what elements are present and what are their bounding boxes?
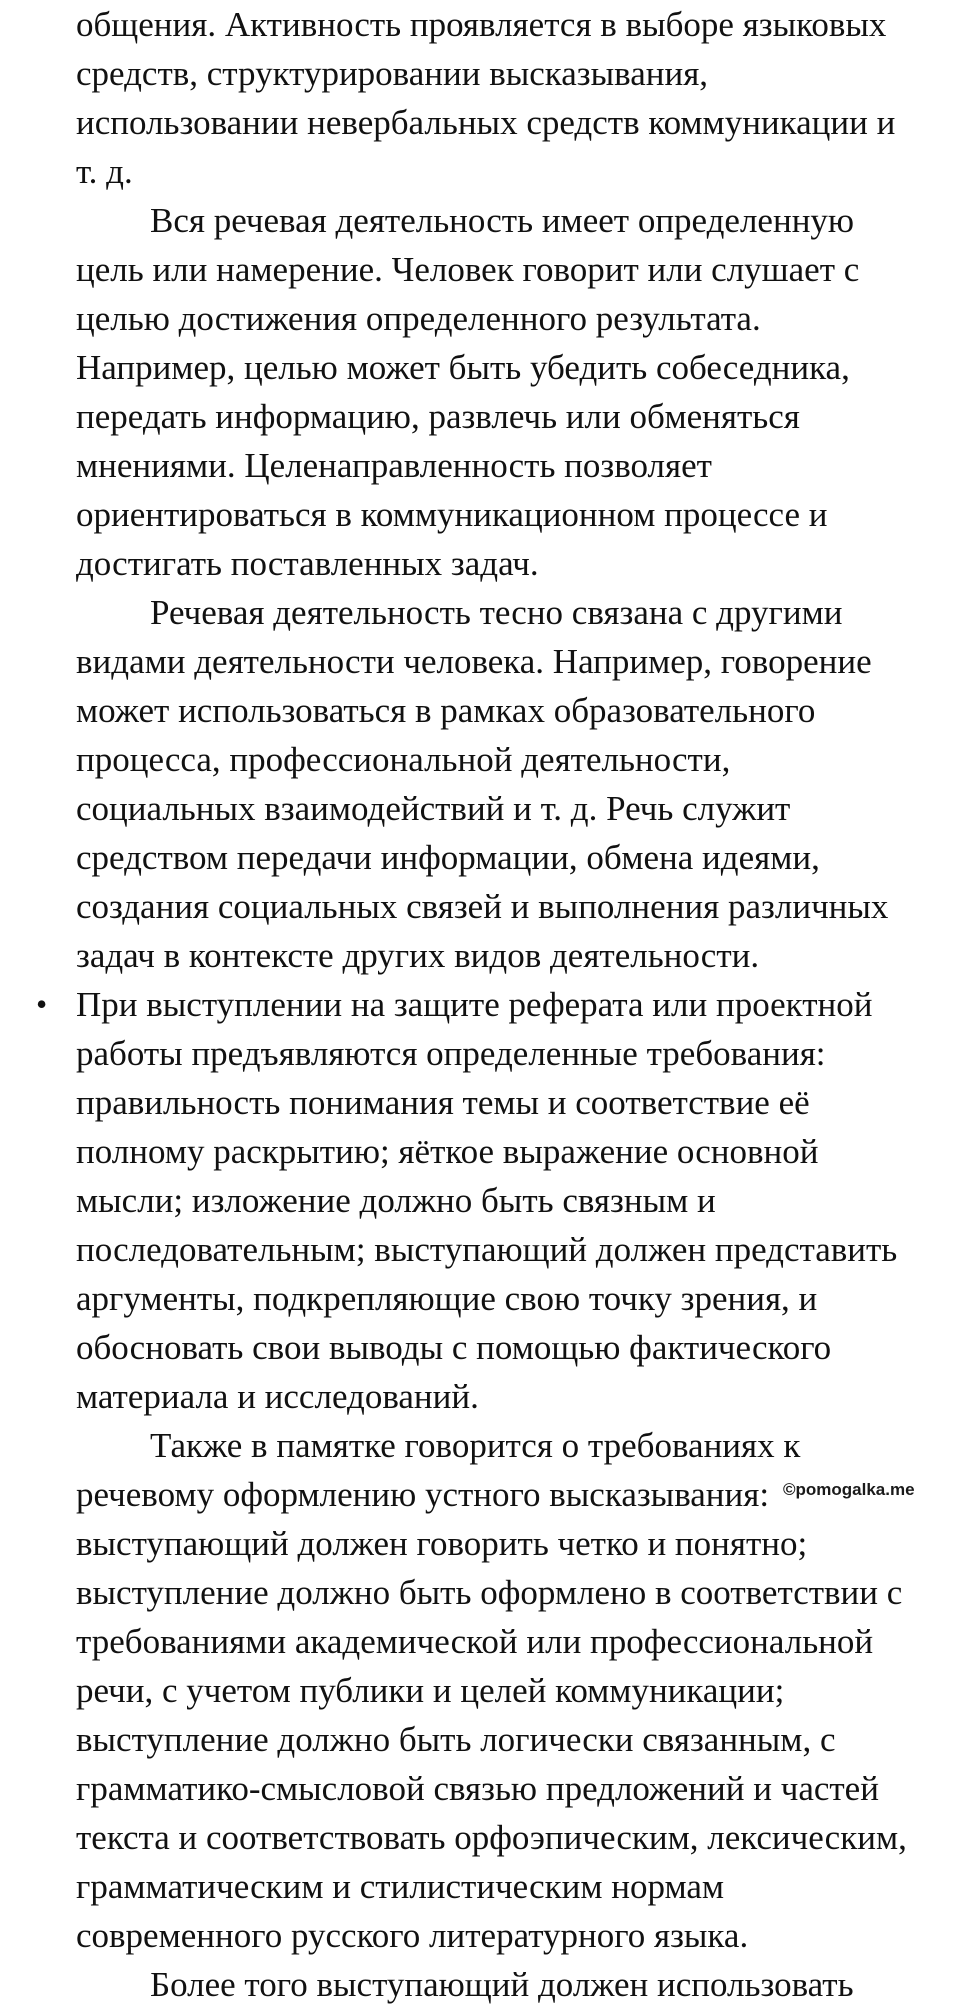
text-line: процесса, профессиональной деятельности, <box>76 740 731 779</box>
text-line: современного русского литературного языка. <box>76 1916 749 1955</box>
paragraph-first-line: Речевая деятельность тесно связана с другими <box>150 593 843 632</box>
text-line: ориентироваться в коммуникационном процессе и <box>76 495 828 534</box>
text-line: социальных взаимодействий и т. д. Речь служит <box>76 789 791 828</box>
text-line: средством передачи информации, обмена идеями, <box>76 838 820 877</box>
paragraph-first-line: Также в памятке говорится о требованиях к <box>150 1426 801 1465</box>
text-line: грамматическим и стилистическим нормам <box>76 1867 725 1906</box>
text-line: грамматико-смысловой связью предложений и частей <box>76 1769 879 1808</box>
text-line: целью достижения определенного результата. <box>76 299 761 338</box>
text-line: мысли; изложение должно быть связным и <box>76 1181 716 1220</box>
text-line: может использоваться в рамках образовательного <box>76 691 816 730</box>
text-line: передать информацию, развлечь или обменяться <box>76 397 800 436</box>
text-line: обосновать свои выводы с помощью фактического <box>76 1328 832 1367</box>
text-line: текста и соответствовать орфоэпическим, лексическим, <box>76 1818 907 1857</box>
text-line: требованиями академической или профессиональной <box>76 1622 874 1661</box>
text-line: использовании невербальных средств коммуникации и <box>76 103 896 142</box>
text-line: видами деятельности человека. Например, говорение <box>76 642 872 681</box>
paragraph-first-line: Более того выступающий должен использовать <box>150 1965 854 2004</box>
text-line: речи, с учетом публики и целей коммуникации; <box>76 1671 785 1710</box>
text-line: т. д. <box>76 152 133 191</box>
text-line: создания социальных связей и выполнения различных <box>76 887 889 926</box>
watermark: ©pomogalka.me <box>783 1480 915 1499</box>
text-line: задач в контексте других видов деятельности. <box>76 936 760 975</box>
text-line: Например, целью может быть убедить собеседника, <box>76 348 850 387</box>
text-line: цель или намерение. Человек говорит или слушает с <box>76 250 860 289</box>
text-line: последовательным; выступающий должен представить <box>76 1230 898 1269</box>
text-line: полному раскрытию; яёткое выражение основной <box>76 1132 819 1171</box>
text-line: выступление должно быть оформлено в соответствии с <box>76 1573 903 1612</box>
text-body <box>76 0 956 2009</box>
text-line: речевому оформлению устного высказывания: <box>76 1475 770 1514</box>
text-line: общения. Активность проявляется в выборе языковых <box>76 5 887 44</box>
text-line: средств, структурировании высказывания, <box>76 54 709 93</box>
bullet-point: • <box>36 986 48 1022</box>
text-line: выступающий должен говорить четко и понятно; <box>76 1524 808 1563</box>
text-line: аргументы, подкрепляющие свою точку зрения, и <box>76 1279 818 1318</box>
text-line: материала и исследований. <box>76 1377 479 1416</box>
text-line: выступление должно быть логически связанным, с <box>76 1720 836 1759</box>
bullet-item-first-line: При выступлении на защите реферата или проектной <box>76 985 873 1024</box>
text-line: работы предъявляются определенные требования: <box>76 1034 826 1073</box>
text-line: достигать поставленных задач. <box>76 544 539 583</box>
text-line: правильность понимания темы и соответствие её <box>76 1083 810 1122</box>
paragraph-first-line: Вся речевая деятельность имеет определенную <box>150 201 855 240</box>
text-line: мнениями. Целенаправленность позволяет <box>76 446 712 485</box>
